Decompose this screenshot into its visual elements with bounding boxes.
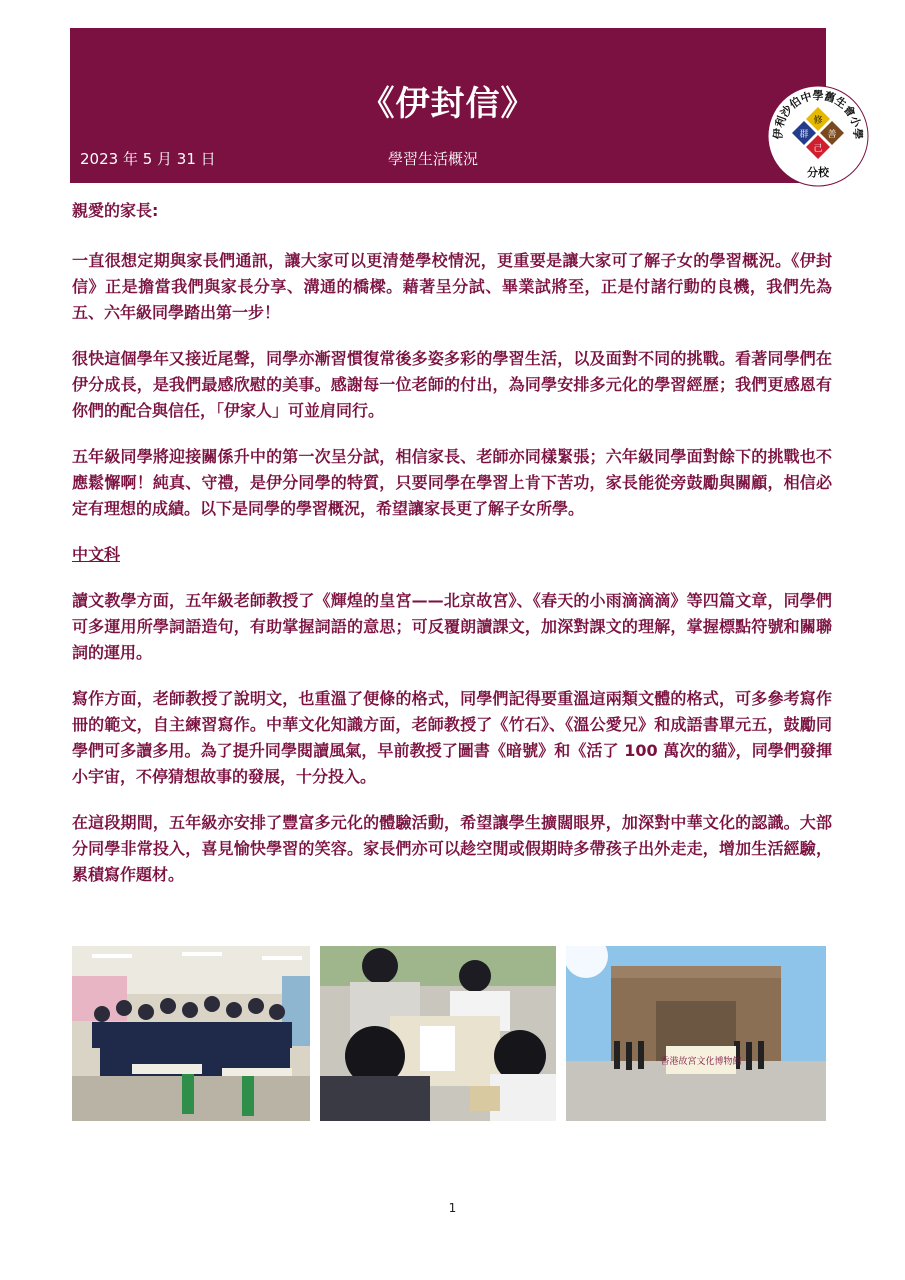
logo-ring-text: 伊利沙伯中學舊生會小學 — [771, 89, 865, 140]
chinese-paragraph-3: 在這段期間，五年級亦安排了豐富多元化的體驗活動，希望讓學生擴闊眼界，加深對中華文化的認識。大部分同學非常投入，喜見愉快學習的笑容。家長們亦可以趁空閒或假期時多帶孩子出外走走，增加生活經驗，累積寫作題材。 — [72, 813, 832, 884]
logo-char-2: 群 — [799, 130, 809, 140]
chinese-paragraph-2: 寫作方面，老師教授了說明文，也重溫了便條的格式，同學們記得要重溫這兩類文體的格式，可多參考寫作冊的範文，自主練習寫作。中華文化知識方面，老師教授了《竹石》、《溫公愛兄》和成語書單元五，鼓勵同學們可多讀多用。為了提升同學閱讀風氣，早前教授了圖書《暗號》和《活了 100 萬次的貓》，同學們發揮小宇宙，不停猜想故事的發展，十分投入。 — [72, 689, 832, 786]
page-number: 1 — [448, 1201, 457, 1215]
museum-visit-photo — [566, 946, 826, 1121]
greeting: 親愛的家長: — [72, 201, 159, 220]
intro-paragraph-2: 很快這個學年又接近尾聲，同學亦漸習慣復常後多姿多彩的學習生活，以及面對不同的挑戰。看著同學們在伊分成長，是我們最感欣慰的美事。感謝每一位老師的付出，為同學安排多元化的學習經歷；我們更感恩有你們的配合與信任，「伊家人」可並肩同行。 — [72, 349, 832, 420]
logo-char-4: 己 — [813, 144, 823, 154]
photo-strip — [72, 946, 826, 1121]
chinese-paragraph-1: 讀文教學方面，五年級老師教授了《輝煌的皇宮——北京故宮》、《春天的小雨滴滴滴》等四篇文章，同學們可多運用所學詞語造句，有助掌握詞語的意思；可反覆朗讀課文，加深對課文的理解，掌握標點符號和關聯詞的運用。 — [72, 591, 832, 662]
logo-bottom-text: 分校 — [807, 166, 829, 179]
logo-char-3: 善 — [827, 130, 837, 140]
issue-date: 2023 年 5 月 31 日 — [80, 150, 216, 168]
letter-body — [72, 198, 832, 908]
issue-subtitle: 學習生活概況 — [388, 150, 479, 168]
logo-char-1: 修 — [813, 116, 823, 126]
students-desk-photo — [320, 946, 556, 1121]
museum-banner-text: 香港故宮文化博物館 — [660, 1057, 742, 1067]
classroom-photo — [72, 946, 310, 1121]
school-logo — [767, 85, 869, 187]
intro-paragraph-3: 五年級同學將迎接關係升中的第一次呈分試，相信家長、老師亦同樣緊張；六年級同學面對餘下的挑戰也不應鬆懈啊！純真、守禮，是伊分同學的特質，只要同學在學習上肯下苦功，家長能從旁鼓勵與關顧，相信必定有理想的成績。以下是同學的學習概況，希望讓家長更了解子女所學。 — [72, 447, 832, 518]
section-title-chinese: 中文科 — [72, 545, 121, 564]
header-banner — [70, 28, 865, 183]
page-title: 《伊封信》 — [360, 84, 536, 124]
intro-paragraph-1: 一直很想定期與家長們通訊，讓大家可以更清楚學校情況，更重要是讓大家可了解子女的學習概況。《伊封信》正是擔當我們與家長分享、溝通的橋樑。藉著呈分試、畢業試將至，正是付諸行動的良機，我們先為五、六年級同學踏出第一步！ — [72, 251, 832, 322]
